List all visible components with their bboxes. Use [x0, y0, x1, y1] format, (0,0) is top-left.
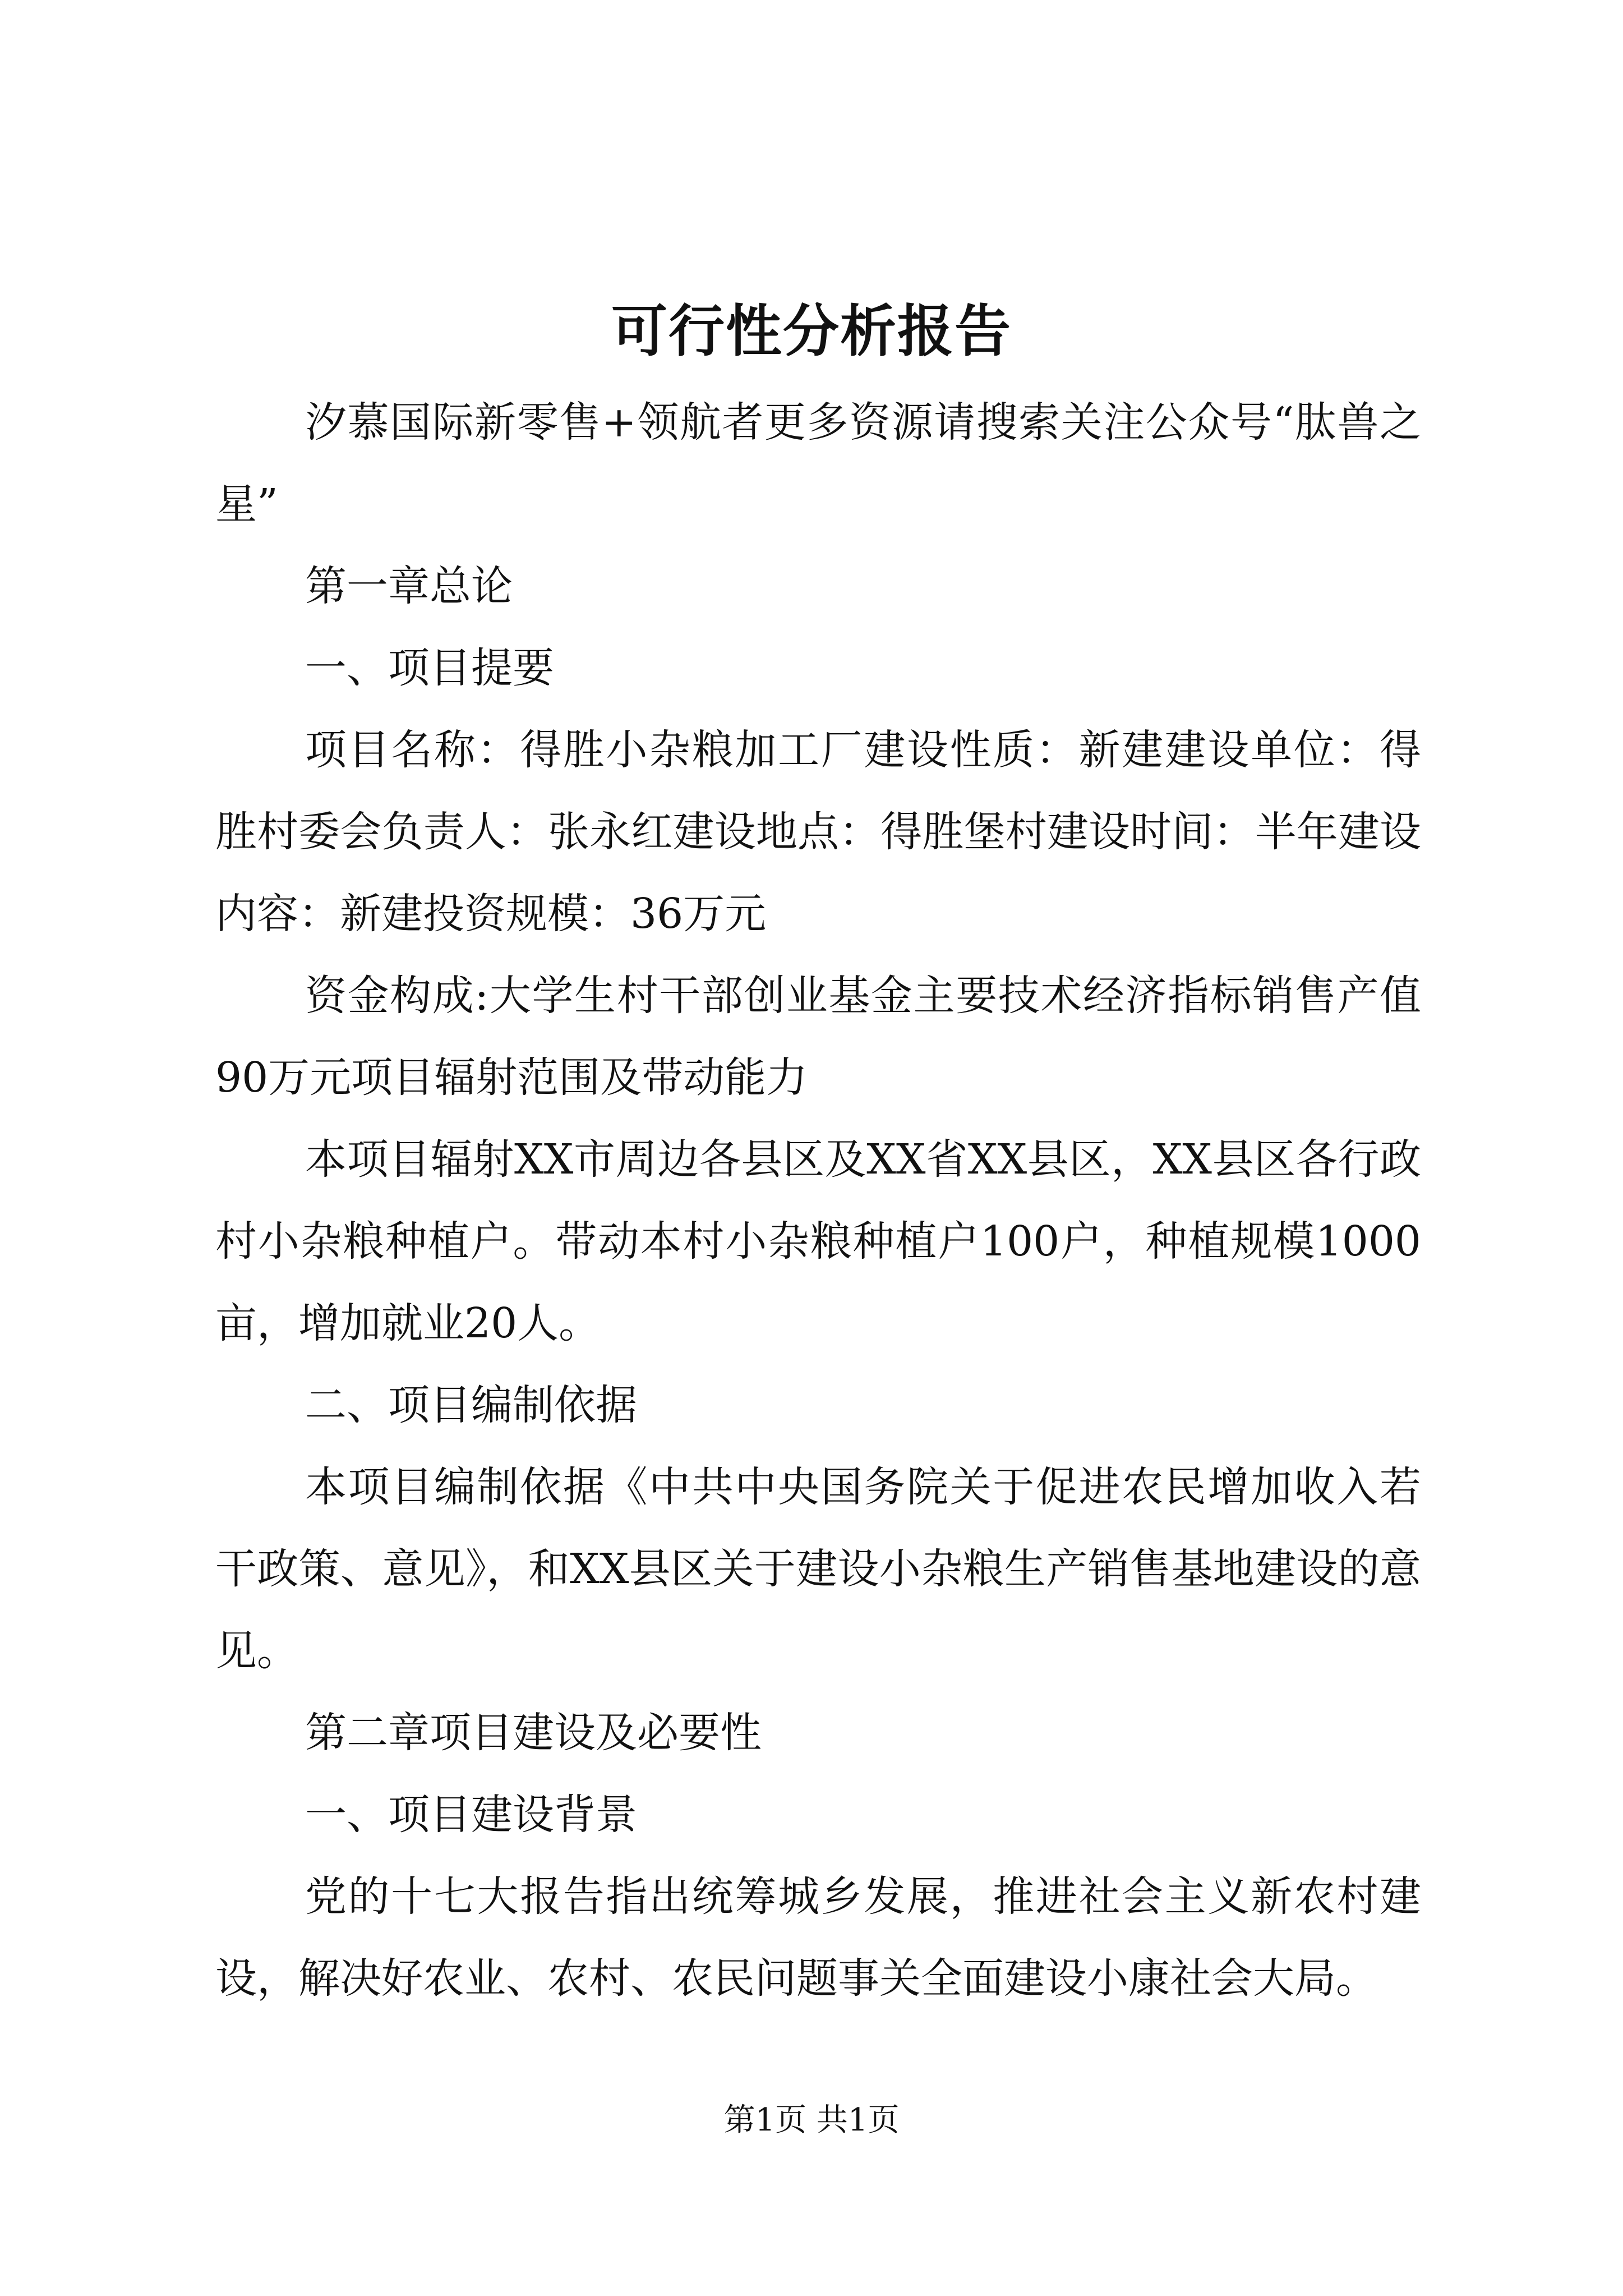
chapter-2-heading: 第二章项目建设及必要性: [305, 1709, 762, 1757]
paragraph-background: 党的十七大报告指出统筹城乡发展，推进社会主义新农村建设，解决好农业、农村、农民问题事关全面建设小康社会大局。: [215, 1872, 1421, 2003]
paragraph-funding: 资金构成:大学生村干部创业基金主要技术经济指标销售产值90万元项目辐射范围及带动能力: [215, 972, 1421, 1102]
paragraph-basis: 本项目编制依据《中共中央国务院关于促进农民增加收入若干政策、意见》，和XX县区关于建设小杂粮生产销售基地建设的意见。: [215, 1463, 1421, 1675]
section-heading-basis: 二、项目编制依据: [305, 1381, 637, 1429]
document-body: [215, 381, 1421, 2019]
paragraph-radiation-scope: 本项目辐射XX市周边各县区及XX省XX县区，XX县区各行政村小杂粮种植户。带动本村小杂粮种植户100户，种植规模1000亩，增加就业20人。: [215, 1135, 1421, 1347]
paragraph-source-note: 汐慕国际新零售+领航者更多资源请搜索关注公众号“肽兽之星”: [215, 398, 1421, 528]
document-title: 可行性分析报告: [611, 298, 1012, 364]
paragraph-project-info: 项目名称：得胜小杂粮加工厂建设性质：新建建设单位：得胜村委会负责人：张永红建设地点：得胜堡村建设时间：半年建设内容：新建投资规模：36万元: [215, 726, 1421, 938]
section-heading-background: 一、项目建设背景: [305, 1791, 637, 1839]
chapter-1-heading: 第一章总论: [305, 562, 513, 610]
page-footer: 第1页 共1页: [723, 2102, 900, 2138]
section-heading-project-summary: 一、项目提要: [305, 644, 554, 692]
